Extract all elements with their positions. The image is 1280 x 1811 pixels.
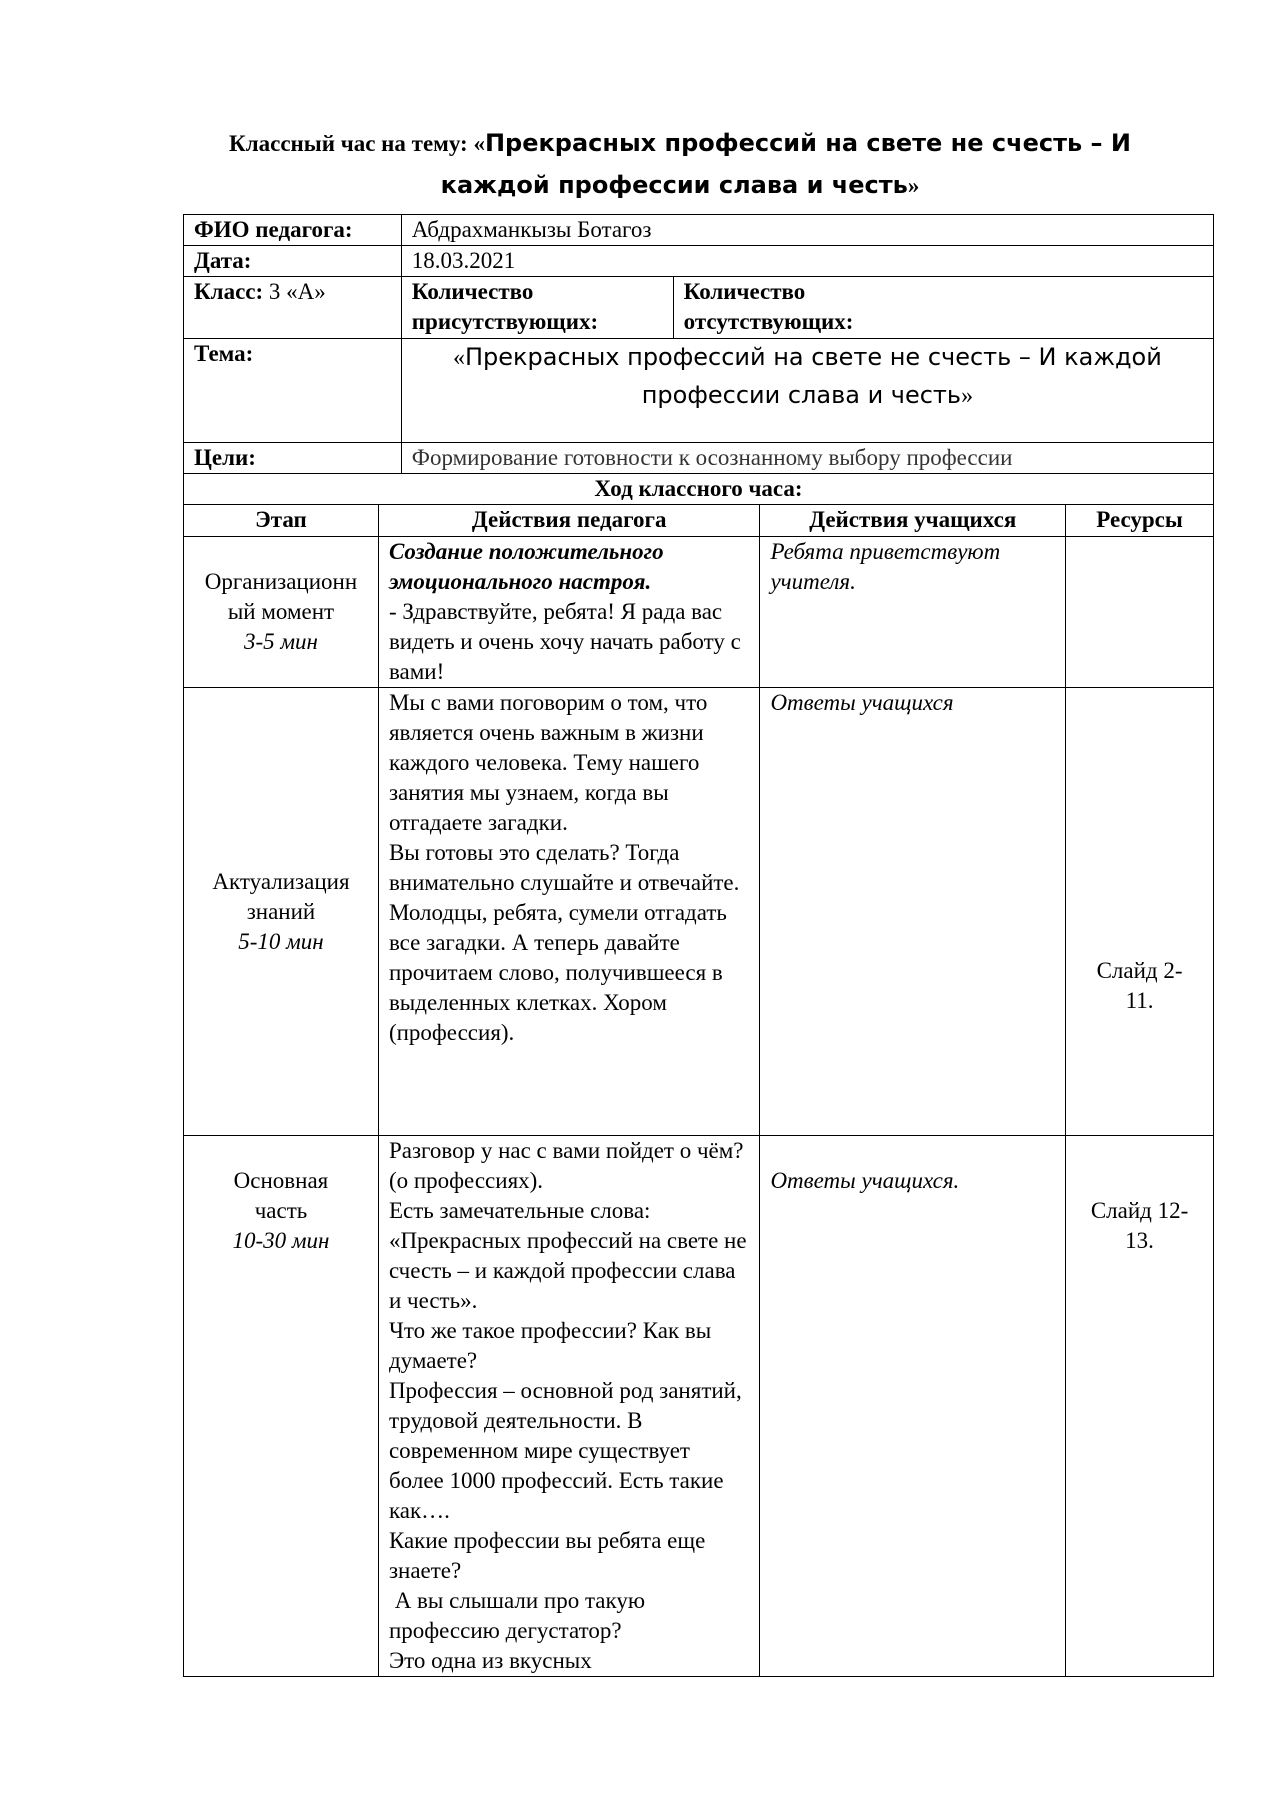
resources-line-1: Слайд 2-	[1096, 958, 1183, 983]
table-row	[184, 537, 1214, 688]
stage-name-2: часть	[254, 1198, 308, 1223]
class-value: 3 «А»	[263, 279, 326, 304]
column-header-stage: Этап	[184, 505, 379, 537]
column-header-resources: Ресурсы	[1066, 505, 1214, 537]
resources-line-1: Слайд 12-	[1090, 1198, 1189, 1223]
title-topic-line1: Прекрасных профессий на свете не счесть – И	[484, 129, 1131, 157]
theme-line1: Прекрасных профессий на свете не счесть – И каждой	[464, 343, 1162, 371]
stage-name-2: знаний	[246, 898, 316, 924]
column-header-students: Действия учащихся	[760, 505, 1066, 537]
resources-line-2: 13.	[1125, 1228, 1154, 1253]
teacher-heading: Создание положительного эмоционального настроя.	[388, 539, 664, 594]
title-close-quote: »	[907, 173, 920, 198]
theme-value	[401, 339, 1213, 443]
teacher-paragraph: Разговор у нас с вами пойдет о чём? (о профессиях).	[388, 1138, 744, 1193]
stage-name-2: ый момент	[227, 599, 335, 624]
resources-line-2: 11.	[1125, 988, 1154, 1013]
teacher-paragraph: Есть замечательные слова: «Прекрасных профессий на свете не счесть – и каждой профессии слава и честь».	[388, 1198, 747, 1313]
goals-value: Формирование готовности к осознанному выбору профессии	[401, 443, 1213, 474]
stage-time: 10-30 мин	[232, 1228, 330, 1253]
stage-cell	[184, 1136, 379, 1677]
teacher-paragraph: Что же такое профессии? Как вы думаете?	[388, 1318, 712, 1373]
teacher-actions	[378, 688, 760, 1136]
stage-cell	[184, 688, 379, 1136]
stage-time: 3-5 мин	[243, 629, 318, 654]
resources-cell	[1066, 688, 1214, 1136]
document-title	[180, 124, 1180, 208]
column-header-teacher: Действия педагога	[378, 505, 760, 537]
stage-name-1: Актуализация	[212, 868, 350, 894]
teacher-paragraph: Это одна из вкусных	[388, 1648, 592, 1673]
teacher-label: ФИО педагога:	[184, 215, 402, 246]
absent-cell	[673, 277, 1213, 339]
class-cell	[184, 277, 402, 339]
stage-name-1: Организационн	[204, 569, 358, 594]
absent-label-1: Количество	[683, 279, 806, 304]
table-row	[184, 1136, 1214, 1677]
theme-line2: профессии слава и честь	[641, 381, 962, 409]
resources-cell	[1066, 537, 1214, 688]
teacher-value: Абдрахманкызы Ботагоз	[401, 215, 1213, 246]
teacher-paragraph: Мы с вами поговорим о том, что является очень важным в жизни каждого человека. Тему нашего занятия мы узнаем, когда вы отгадаете загадки.	[388, 690, 708, 835]
teacher-text: - Здравствуйте, ребята! Я рада вас видеть и очень хочу начать работу с вами!	[388, 599, 741, 684]
teacher-paragraph: Молодцы, ребята, сумели отгадать все загадки. А теперь давайте прочитаем слово, получившееся в выделенных клетках. Хором (профессия).	[388, 900, 727, 1045]
theme-open-quote: «	[452, 345, 465, 371]
absent-label-2: отсутствующих:	[683, 309, 854, 334]
stage-cell	[184, 537, 379, 688]
student-actions: Ребята приветствуют учителя.	[760, 537, 1066, 688]
student-actions: Ответы учащихся	[760, 688, 1066, 1136]
section-title: Ход классного часа:	[184, 474, 1214, 505]
stage-name-1: Основная	[233, 1168, 329, 1193]
resources-cell	[1066, 1136, 1214, 1677]
present-label-1: Количество	[411, 279, 534, 304]
teacher-actions	[378, 1136, 760, 1677]
header-table	[183, 214, 1214, 474]
stage-time: 5-10 мин	[238, 928, 324, 954]
goals-label: Цели:	[184, 443, 402, 474]
title-topic-line2: каждой профессии слава и честь	[440, 171, 908, 199]
teacher-paragraph: Профессия – основной род занятий, трудовой деятельности. В современном мире существует более 1000 профессий. Есть такие как….	[388, 1378, 742, 1523]
date-value: 18.03.2021	[401, 246, 1213, 277]
present-cell	[401, 277, 673, 339]
class-label: Класс:	[194, 279, 264, 304]
title-lead: Классный час на тему: «	[229, 131, 485, 156]
teacher-actions	[378, 537, 760, 688]
student-actions: Ответы учащихся.	[760, 1136, 1066, 1677]
date-label: Дата:	[184, 246, 402, 277]
table-row	[184, 688, 1214, 1136]
teacher-paragraph: Какие профессии вы ребята еще знаете?	[388, 1528, 706, 1583]
theme-label: Тема:	[184, 339, 402, 443]
present-label-2: присутствующих:	[411, 309, 599, 334]
theme-close-quote: »	[961, 383, 974, 409]
teacher-paragraph: Вы готовы это сделать? Тогда внимательно слушайте и отвечайте.	[388, 840, 740, 895]
teacher-paragraph: А вы слышали про такую профессию дегустатор?	[388, 1588, 651, 1643]
lesson-plan-table	[183, 473, 1214, 1677]
